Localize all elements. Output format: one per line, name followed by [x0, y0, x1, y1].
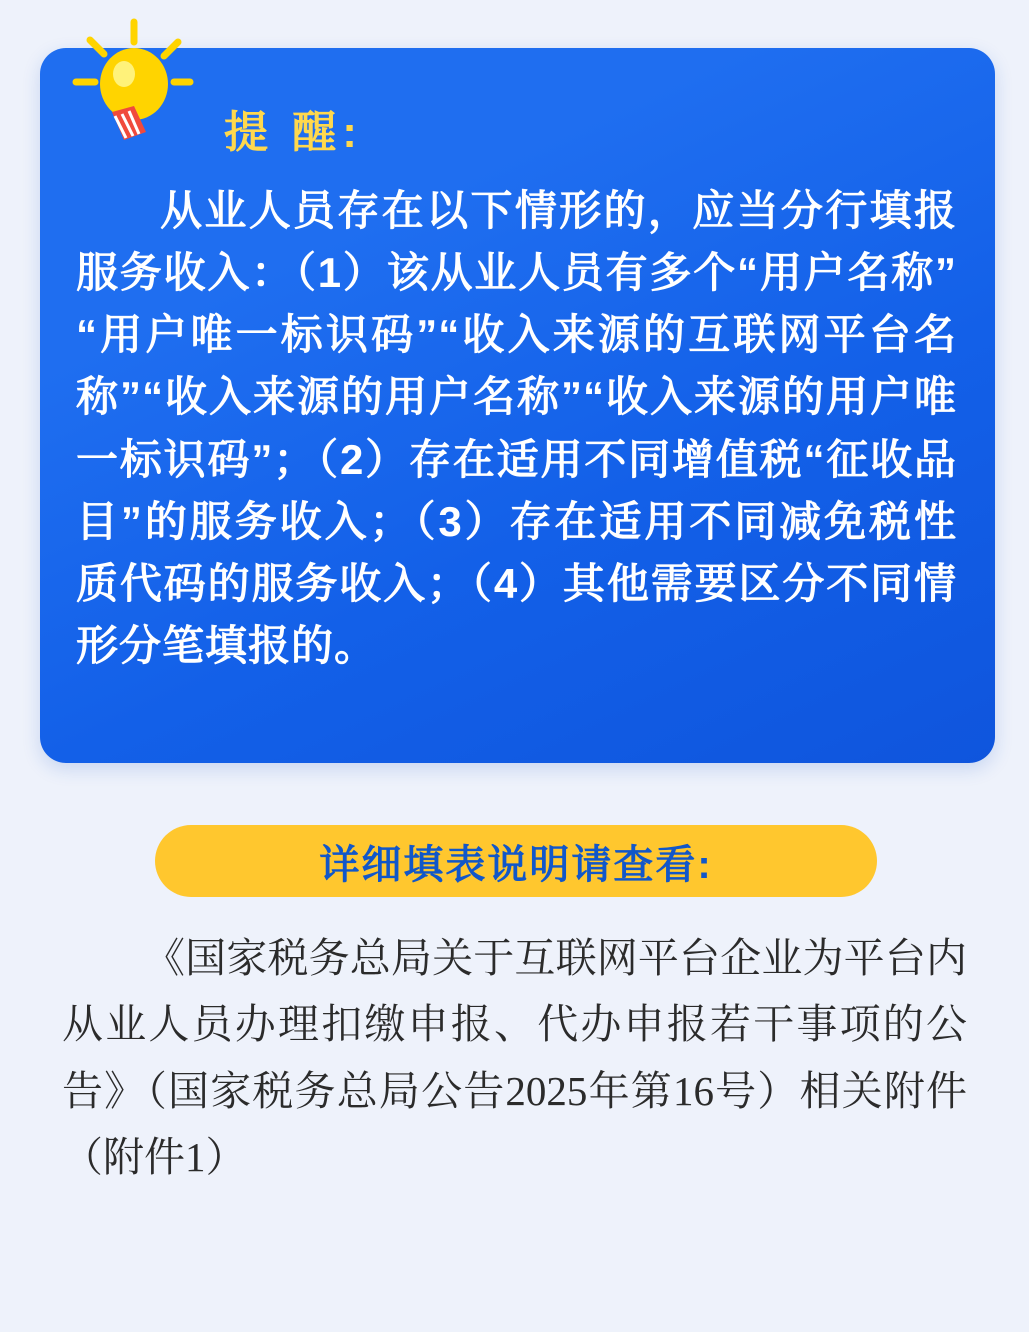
reminder-body-text: 从业人员存在以下情形的，应当分行填报服务收入：（1）该从业人员有多个“用户名称”“用户唯一标识码”“收入来源的互联网平台名称”“收入来源的用户名称”“收入来源的用户唯一标识码”；（2）存在适用不同增值税“征收品目”的服务收入；（3）存在适用不同减免税性质代码的服务收入；（4）其他需要区分不同情形分笔填报的。 [76, 187, 957, 670]
reminder-title: 提 醒: [224, 108, 363, 157]
detail-instructions-label: 详细填表说明请查看: [319, 842, 713, 887]
reminder-title-row [76, 104, 957, 162]
detail-instructions-banner [155, 825, 877, 897]
reminder-card-container [40, 48, 995, 763]
reference-document-text: 《国家税务总局关于互联网平台企业为平台内从业人员办理扣缴申报、代办申报若干事项的公告》（国家税务总局公告2025年第16号）相关附件（附件1） [62, 935, 967, 1181]
lightbulb-icon [62, 16, 202, 166]
